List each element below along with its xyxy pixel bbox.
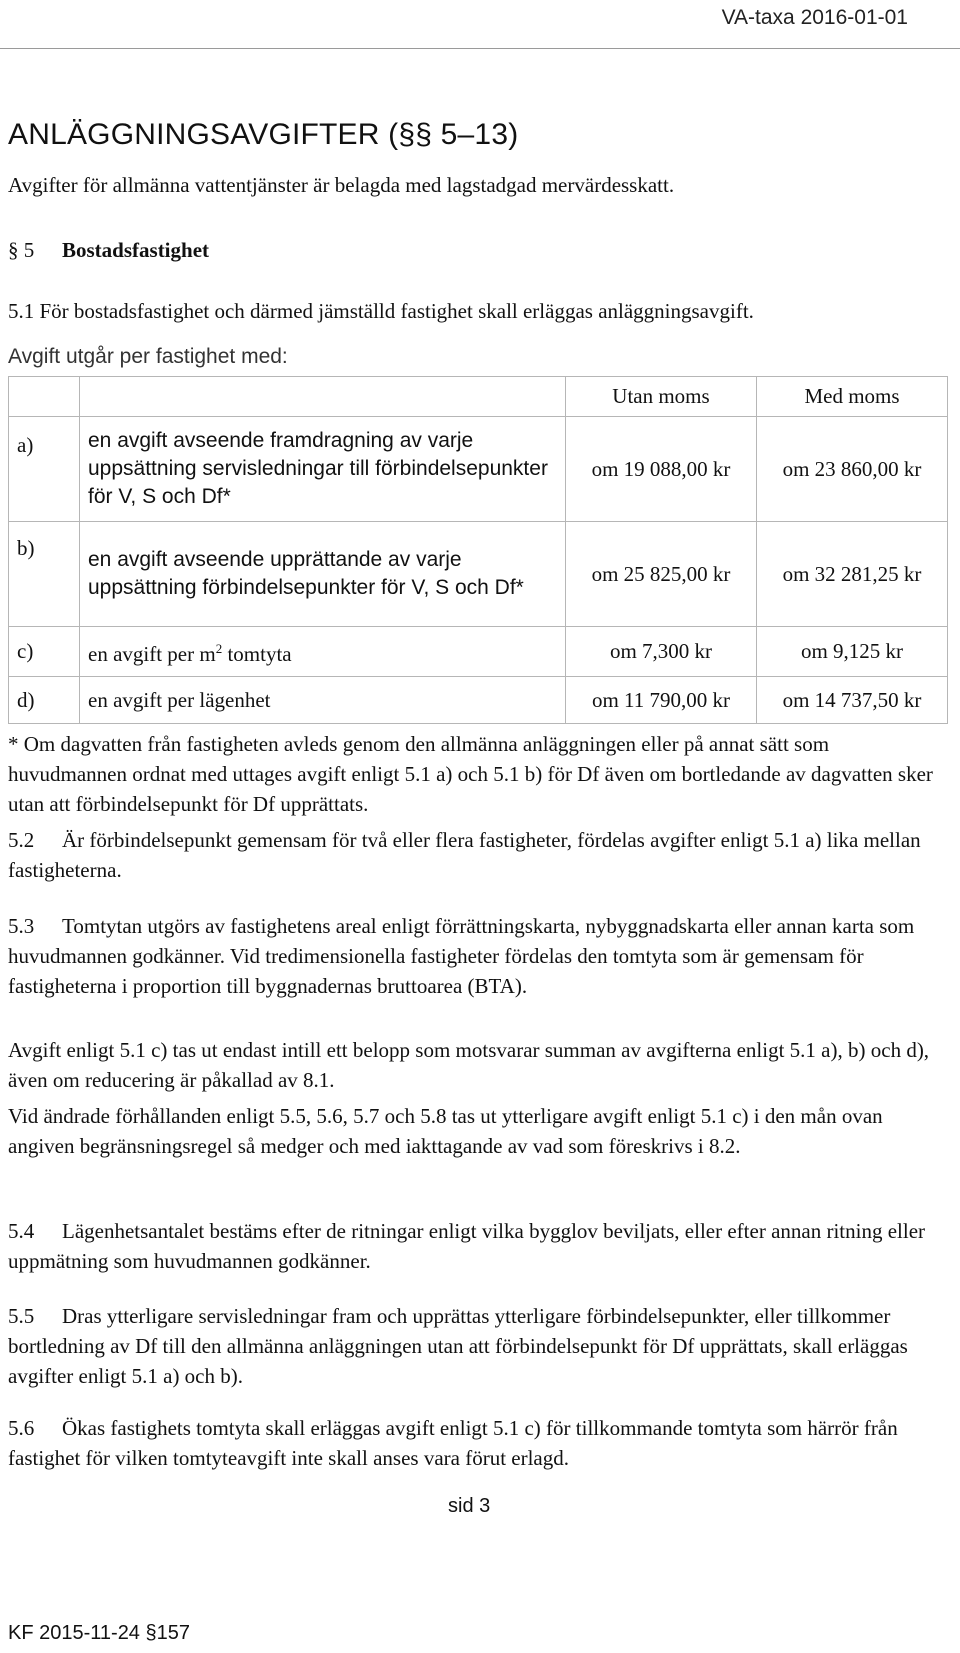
section-5-5	[8, 1301, 944, 1391]
section-text: Dras ytterligare servisledningar fram och upprättas ytterligare förbindelsepunkter, eller tillkommer bortledning av Df till den allmänna anläggningen utan att förbindelsepunkt för Df upprättats, skall erläggas avgifter enligt 5.1 a) och b).	[8, 1304, 908, 1388]
section-heading	[8, 238, 209, 263]
section-5-3-paragraph-2: Avgift enligt 5.1 c) tas ut endast intill ett belopp som motsvarar summan av avgifterna enligt 5.1 a), b) och d), även om reducering är påkallad av 8.1.	[8, 1038, 930, 1092]
section-5-3-paragraph-3: Vid ändrade förhållanden enligt 5.5, 5.6, 5.7 och 5.8 tas ut ytterligare avgift enligt 5.1 c) i den mån ovan angiven begränsningsregel så medger och med iakttagande av vad som föreskrivs i 8.2.	[8, 1104, 883, 1158]
header-excl-vat: Utan moms	[566, 377, 757, 417]
table-row	[9, 522, 948, 627]
row-description: en avgift avseende framdragning av varje uppsättning servisledningar till förbindelsepunkter för V, S och Df*	[80, 417, 566, 522]
row-description	[80, 627, 566, 677]
section-5-6	[8, 1413, 944, 1473]
row-description: en avgift per lägenhet	[80, 677, 566, 724]
section-number: 5.5	[8, 1304, 35, 1328]
fee-table	[8, 376, 948, 724]
row-amount-excl: om 25 825,00 kr	[566, 522, 757, 627]
header-divider	[0, 48, 960, 49]
row-label: b)	[9, 522, 80, 627]
section-text: Är förbindelsepunkt gemensam för två eller flera fastigheter, fördelas avgifter enligt 5.1 a) lika mellan fastigheterna.	[8, 828, 921, 882]
table-header-row	[9, 377, 948, 417]
section-text: Ökas fastighets tomtyta skall erläggas avgift enligt 5.1 c) för tillkommande tomtyta som härrör från fastighet för vilken tomtyteavgift inte skall anses vara förut erlagd.	[8, 1416, 898, 1470]
superscript: 2	[215, 641, 223, 656]
row-label: d)	[9, 677, 80, 724]
footer-reference: KF 2015-11-24 §157	[8, 1622, 190, 1644]
page-number: sid 3	[448, 1495, 491, 1517]
row-amount-excl: om 19 088,00 kr	[566, 417, 757, 522]
section-number: 5.2	[8, 828, 35, 852]
row-amount-incl: om 23 860,00 kr	[757, 417, 948, 522]
header-empty-desc	[80, 377, 566, 417]
section-5-2	[8, 825, 944, 885]
vat-note: Avgifter för allmänna vattentjänster är belagda med lagstadgad mervärdesskatt.	[8, 173, 675, 197]
section-title: Bostadsfastighet	[62, 238, 210, 262]
section-5-4	[8, 1216, 944, 1276]
row-amount-excl: om 7,300 kr	[566, 627, 757, 677]
header-incl-vat: Med moms	[757, 377, 948, 417]
section-number: § 5	[8, 238, 35, 262]
row-label: a)	[9, 417, 80, 522]
section-number: 5.6	[8, 1416, 35, 1440]
table-row	[9, 677, 948, 724]
paragraph-5-1: 5.1 För bostadsfastighet och därmed jämställd fastighet skall erläggas anläggningsavgift.	[8, 299, 754, 323]
section-number: 5.4	[8, 1219, 35, 1243]
section-number: 5.3	[8, 914, 35, 938]
row-amount-incl: om 32 281,25 kr	[757, 522, 948, 627]
section-text: Tomtytan utgörs av fastighetens areal enligt förrättningskarta, nybyggnadskarta eller annan karta som huvudmannen godkänner. Vid tredimensionella fastigheter fördelas den tomtyta som är gemensam för fastigheterna i proportion till byggnadernas bruttoarea (BTA).	[8, 914, 915, 998]
row-desc-text: en avgift per m	[88, 642, 216, 666]
row-label: c)	[9, 627, 80, 677]
row-amount-incl: om 14 737,50 kr	[757, 677, 948, 724]
table-row	[9, 417, 948, 522]
row-description: en avgift avseende upprättande av varje uppsättning förbindelsepunkter för V, S och Df*	[80, 522, 566, 627]
table-row	[9, 627, 948, 677]
footnote: * Om dagvatten från fastigheten avleds genom den allmänna anläggningen eller på annat sätt som huvudmannen ordnat med uttages avgift enligt 5.1 a) och 5.1 b) för Df även om bortledande av dagvatten sker utan att förbindelsepunkt för Df upprättats.	[8, 732, 933, 816]
row-amount-incl: om 9,125 kr	[757, 627, 948, 677]
header-empty-label	[9, 377, 80, 417]
row-desc-text-post: tomtyta	[222, 642, 292, 666]
row-amount-excl: om 11 790,00 kr	[566, 677, 757, 724]
page-title: ANLÄGGNINGSAVGIFTER (§§ 5–13)	[8, 118, 519, 151]
document-id: VA-taxa 2016-01-01	[721, 6, 908, 29]
section-5-3	[8, 911, 944, 1001]
section-text: Lägenhetsantalet bestäms efter de ritningar enligt vilka bygglov beviljats, eller efter annan ritning eller uppmätning som huvudmannen godkänner.	[8, 1219, 926, 1273]
fee-intro: Avgift utgår per fastighet med:	[8, 345, 288, 368]
